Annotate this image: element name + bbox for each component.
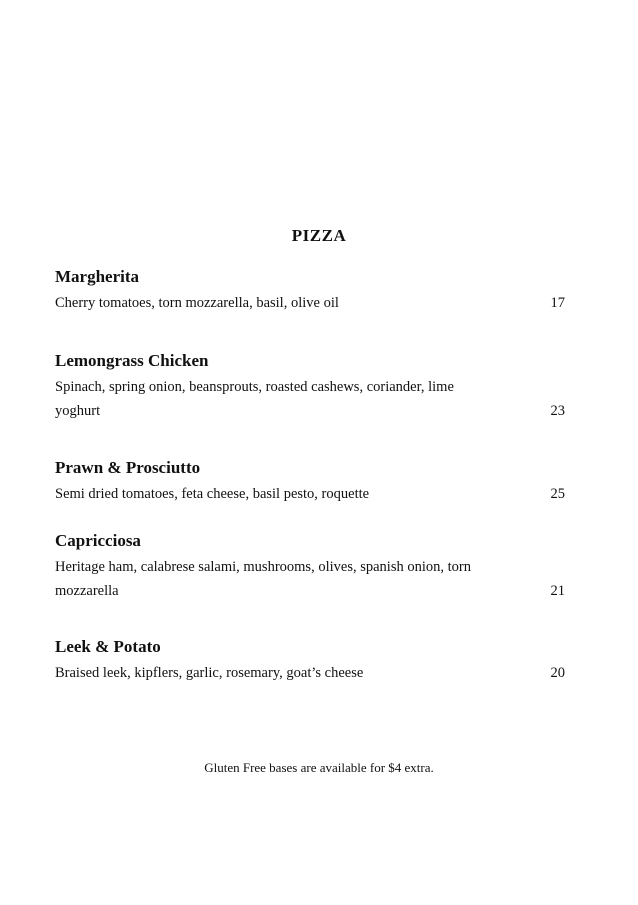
menu-item-lemongrass-chicken bbox=[55, 350, 565, 423]
item-name: Capricciosa bbox=[55, 531, 141, 550]
item-price: 21 bbox=[550, 583, 565, 599]
item-description: Braised leek, kipflers, garlic, rosemary, goat’s cheese bbox=[55, 665, 364, 681]
item-description: Heritage ham, calabrese salami, mushrooms, olives, spanish onion, torn mozzarella bbox=[55, 559, 471, 599]
menu-item-margherita bbox=[55, 266, 565, 315]
menu-title: PIZZA bbox=[291, 226, 347, 245]
item-price: 20 bbox=[550, 665, 565, 681]
menu-item-prawn-prosciutto bbox=[55, 457, 565, 506]
item-name: Leek & Potato bbox=[55, 637, 161, 656]
item-description: Semi dried tomatoes, feta cheese, basil pesto, roquette bbox=[55, 486, 370, 502]
item-price: 23 bbox=[550, 403, 565, 419]
item-name: Prawn & Prosciutto bbox=[55, 458, 201, 477]
item-price: 25 bbox=[550, 486, 565, 502]
item-description: Spinach, spring onion, beansprouts, roasted cashews, coriander, lime yoghurt bbox=[55, 379, 454, 419]
gluten-free-note: Gluten Free bases are available for $4 extra. bbox=[204, 760, 434, 775]
menu-item-capricciosa bbox=[55, 530, 565, 603]
item-name: Lemongrass Chicken bbox=[55, 351, 209, 370]
menu-item-leek-potato bbox=[55, 636, 565, 685]
item-price: 17 bbox=[550, 295, 565, 311]
item-description: Cherry tomatoes, torn mozzarella, basil, olive oil bbox=[55, 295, 339, 311]
item-name: Margherita bbox=[55, 267, 140, 286]
